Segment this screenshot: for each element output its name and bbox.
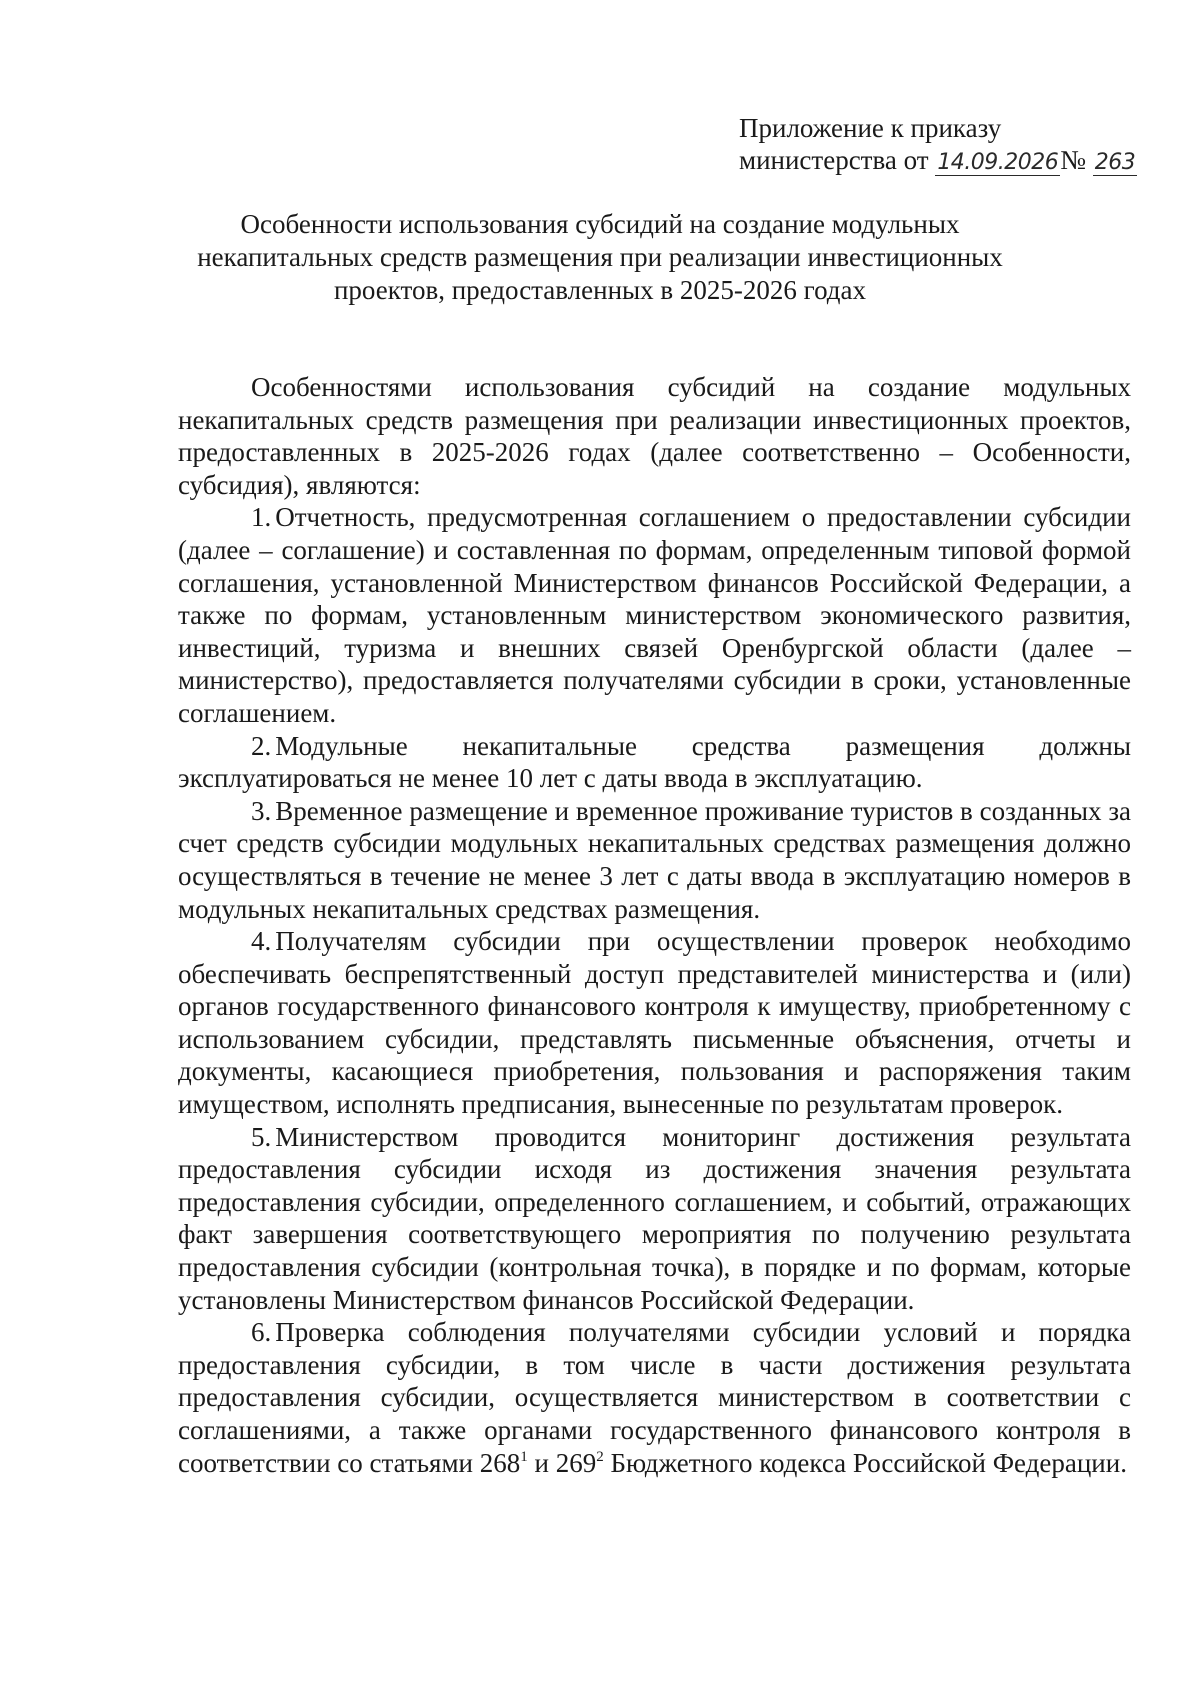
- item-text: Отчетность, предусмотренная соглашением о предоставлении субсидии (далее – соглашение) и составленная по формам, определенным типовой формой соглашения, установленной Министерством финансов Российской Федерации, а также по формам, установленным министерством экономического развития, инвестиций, туризма и внешних связей Оренбургской области (далее – министерство), предоставляется получателями субсидии в сроки, установленные соглашением.: [178, 502, 1131, 728]
- item-paragraph: [178, 925, 1131, 1121]
- document-body: [178, 371, 1131, 1479]
- superscript: 1: [520, 1448, 528, 1465]
- item-text-end: Бюджетного кодекса Российской Федерации.: [603, 1447, 1127, 1478]
- item-text: Проверка соблюдения получателями субсидии условий и порядка предоставления субсидии, в том числе в части достижения результата предоставления субсидии, осуществляется министерством в соответствии с соглашениями, а также органами государственного финансового контроля в соответствии со статьями 268: [178, 1317, 1131, 1478]
- item-text: Получателям субсидии при осуществлении проверок необходимо обеспечивать беспрепятственный доступ представителей министерства и (или) органов государственного финансового контроля к имуществу, приобретенному с использованием субсидии, представлять письменные объяснения, отчеты и документы, касающиеся приобретения, пользования и распоряжения таким имуществом, исполнять предписания, вынесенные по результатам проверок.: [178, 926, 1131, 1120]
- order-prefix: министерства от: [739, 145, 929, 175]
- handwritten-order-number: 263: [1094, 150, 1136, 175]
- appendix-line: Приложение к приказу: [739, 113, 1002, 143]
- number-sign: №: [1060, 145, 1087, 175]
- title-line-1: Особенности использования субсидий на создание модульных: [240, 209, 960, 239]
- title-line-2: некапитальных средств размещения при реализации инвестиционных: [197, 242, 1003, 272]
- item-number: 1.: [251, 502, 272, 533]
- order-reference-line: [739, 144, 1137, 179]
- intro-paragraph: Особенностями использования субсидий на создание модульных некапитальных средств размещения при реализации инвестиционных проектов, предоставленных в 2025-2026 годах (далее соответственно – Особенности, субсидия), являются:: [178, 372, 1131, 500]
- item-paragraph: [178, 501, 1131, 729]
- item-paragraph: [178, 1121, 1131, 1317]
- item-text: Временное размещение и временное проживание туристов в созданных за счет средств субсидии модульных некапитальных средствах размещения должно осуществляться в течение не менее 3 лет с даты ввода в эксплуатацию номеров в модульных некапитальных средствах размещения.: [178, 795, 1131, 924]
- item-number: 3.: [251, 795, 272, 826]
- item-number: 6.: [251, 1317, 272, 1348]
- appendix-header: [739, 112, 1137, 179]
- title-line-3: проектов, предоставленных в 2025-2026 годах: [333, 275, 867, 305]
- superscript: 2: [596, 1448, 604, 1465]
- item-text-middle: и 269: [527, 1447, 597, 1478]
- item-number: 5.: [251, 1121, 272, 1152]
- item-paragraph: [178, 1316, 1131, 1479]
- document-title: [150, 208, 1050, 307]
- item-paragraph: [178, 730, 1131, 795]
- item-number: 4.: [251, 926, 272, 957]
- item-paragraph: [178, 795, 1131, 925]
- item-number: 2.: [251, 730, 272, 761]
- handwritten-date: 14.09.2026: [937, 150, 1059, 175]
- item-text: Модульные некапитальные средства размещения должны эксплуатироваться не менее 10 лет с даты ввода в эксплуатацию.: [178, 730, 1131, 794]
- item-text: Министерством проводится мониторинг достижения результата предоставления субсидии исходя из достижения значения результата предоставления субсидии, определенного соглашением, и событий, отражающих факт завершения соответствующего мероприятия по получению результата предоставления субсидии (контрольная точка), в порядке и по формам, которые установлены Министерством финансов Российской Федерации.: [178, 1121, 1131, 1315]
